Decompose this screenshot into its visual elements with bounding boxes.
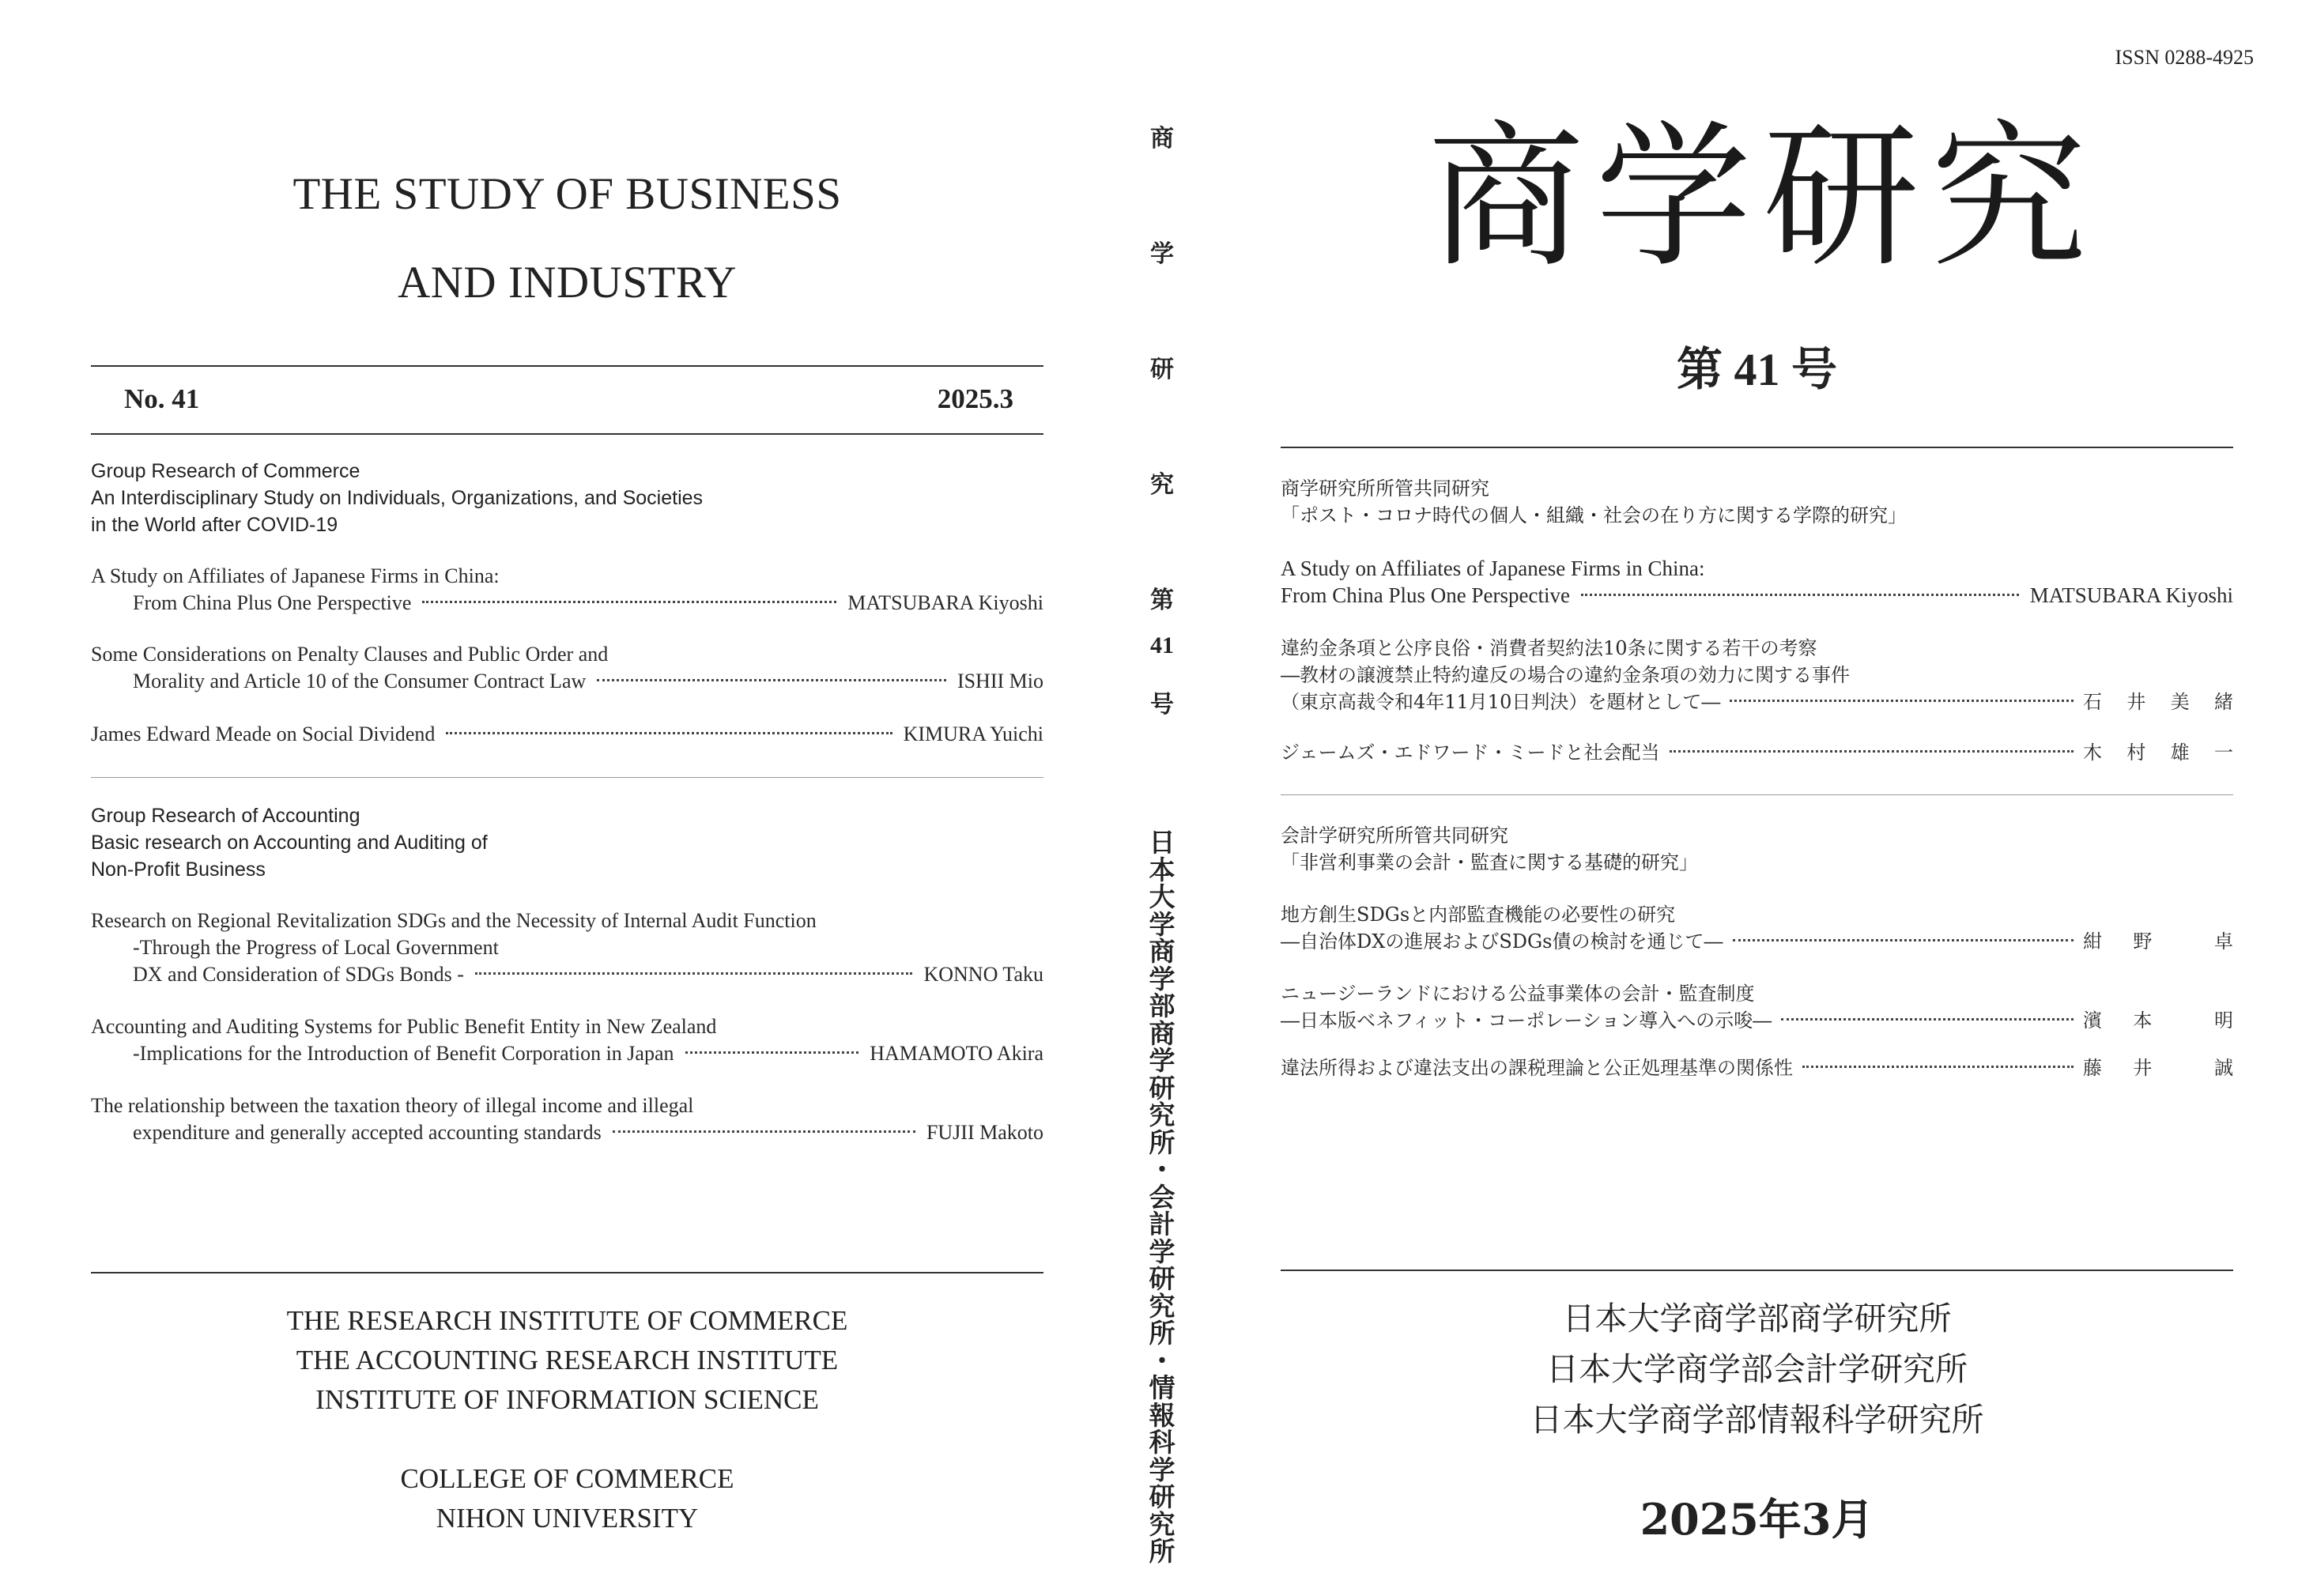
back-title-line-2: AND INDUSTRY xyxy=(398,258,737,308)
group-heading-line: 会計学研究所所管共同研究 xyxy=(1281,824,1508,847)
entry-title-line: Some Considerations on Penalty Clauses and Public Order and xyxy=(91,643,609,666)
toc-entry[interactable] xyxy=(91,1013,1043,1067)
publisher-line: THE ACCOUNTING RESEARCH INSTITUTE xyxy=(296,1345,839,1375)
spine-title-char: 商 xyxy=(1150,126,1174,152)
entry-title-line: ―自治体DXの進展およびSDGs債の検討を通じて― xyxy=(1281,930,1723,953)
spine-institute-char: 究 xyxy=(1149,1102,1175,1130)
group-heading-line: Basic research on Accounting and Auditing of xyxy=(91,832,488,854)
spine-institute-char: 学 xyxy=(1149,911,1175,940)
toc-entry[interactable] xyxy=(1281,980,2233,1034)
spine-title-char: 研 xyxy=(1150,357,1174,383)
entry-title-line: 違約金条項と公序良俗・消費者契約法10条に関する若干の考察 xyxy=(1281,637,1817,659)
spine-issue-char: 号 xyxy=(1150,692,1174,718)
back-title-line-1: THE STUDY OF BUSINESS xyxy=(292,169,842,219)
back-top-rule xyxy=(91,365,1043,367)
publisher-line: THE RESEARCH INSTITUTE OF COMMERCE xyxy=(286,1305,848,1336)
group-heading-line: in the World after COVID-19 xyxy=(91,514,338,536)
spine-institute-char: 日 xyxy=(1149,829,1175,858)
leader-dots xyxy=(613,1130,915,1133)
toc-entry[interactable] xyxy=(1281,739,2233,766)
entry-author: 濱 本 明 xyxy=(2083,1009,2233,1032)
front-footer-rule xyxy=(1281,1270,2233,1271)
spine-institute-char: 学 xyxy=(1149,1456,1175,1485)
spine-institute-char: 計 xyxy=(1149,1211,1175,1239)
spine-institute-char: 所 xyxy=(1149,1538,1175,1567)
entry-title-line: ジェームズ・エドワード・ミードと社会配当 xyxy=(1281,741,1660,764)
entry-title-line: ニュージーランドにおける公益事業体の会計・監査制度 xyxy=(1281,983,1755,1005)
toc-entry[interactable] xyxy=(1281,555,2233,609)
front-group-commerce-heading xyxy=(1281,475,1907,529)
spine-title-char: 究 xyxy=(1150,472,1174,498)
entry-title-line: 違法所得および違法支出の課税理論と公正処理基準の関係性 xyxy=(1281,1057,1793,1079)
spine-institute-char: 商 xyxy=(1149,938,1175,967)
entry-title-line: James Edward Meade on Social Dividend xyxy=(91,723,436,745)
spine-institute-char: 部 xyxy=(1149,993,1175,1021)
spine-institute-char: 学 xyxy=(1149,965,1175,994)
spine-institute-char: 商 xyxy=(1149,1020,1175,1049)
toc-entry[interactable] xyxy=(91,1092,1043,1146)
toc-entry[interactable] xyxy=(1281,1055,2233,1081)
leader-dots xyxy=(1730,700,2074,702)
entry-title-line: Research on Regional Revitalization SDGs and the Necessity of Internal Audit Function xyxy=(91,909,817,932)
entry-title-line: A Study on Affiliates of Japanese Firms in China: xyxy=(1281,557,1705,580)
spine-institute-char: 究 xyxy=(1149,1292,1175,1322)
toc-entry[interactable] xyxy=(91,563,1043,617)
back-publisher-block xyxy=(91,1301,1043,1538)
spine-institute-char: 学 xyxy=(1149,1047,1175,1076)
spine-institute-char: 所 xyxy=(1149,1320,1175,1349)
toc-entry[interactable] xyxy=(91,907,1043,988)
group-heading-line: Non-Profit Business xyxy=(91,858,266,881)
publisher-line: 日本大学商学部情報科学研究所 xyxy=(1530,1401,1984,1439)
group-heading-line: Group Research of Commerce xyxy=(91,460,360,482)
entry-author: ISHII Mio xyxy=(957,670,1043,692)
entry-title-line: -Through the Progress of Local Government xyxy=(133,936,499,959)
spine-institute-char: ・ xyxy=(1149,1347,1175,1376)
entry-title-line: Accounting and Auditing Systems for Public Benefit Entity in New Zealand xyxy=(91,1015,717,1038)
entry-author: 石 井 美 緒 xyxy=(2083,691,2233,713)
entry-title-line: The relationship between the taxation theory of illegal income and illegal xyxy=(91,1094,694,1117)
group-heading-line: Group Research of Accounting xyxy=(91,805,360,827)
entry-author: 木 村 雄 一 xyxy=(2083,741,2233,764)
entry-author: MATSUBARA Kiyoshi xyxy=(847,591,1043,614)
publisher-line: NIHON UNIVERSITY xyxy=(436,1503,699,1534)
leader-dots xyxy=(1670,750,2074,753)
toc-entry[interactable] xyxy=(91,641,1043,695)
leader-dots xyxy=(1581,594,2019,596)
entry-title-line: 地方創生SDGsと内部監査機能の必要性の研究 xyxy=(1281,904,1676,926)
spine-institute-char: 会 xyxy=(1149,1183,1175,1213)
entry-title-line: ―教材の譲渡禁止特約違反の場合の違約金条項の効力に関する事件 xyxy=(1281,664,1850,686)
publisher-line: INSTITUTE OF INFORMATION SCIENCE xyxy=(315,1384,819,1415)
back-issue-line xyxy=(124,383,1013,415)
group-heading-line: 「ポスト・コロナ時代の個人・組織・社会の在り方に関する学際的研究」 xyxy=(1281,504,1907,526)
front-cover-title: 商学研究 xyxy=(1428,106,2098,289)
spine-institute-char: 科 xyxy=(1149,1429,1175,1458)
spine-institute-char: 学 xyxy=(1149,1238,1175,1267)
spine-institute-char: 研 xyxy=(1149,1266,1175,1294)
leader-dots xyxy=(422,601,836,603)
leader-dots xyxy=(475,972,913,975)
back-issue-rule xyxy=(91,433,1043,435)
leader-dots xyxy=(685,1051,859,1054)
spine-institute-char: ・ xyxy=(1149,1156,1175,1185)
group-heading-line: 「非営利事業の会計・監査に関する基礎的研究」 xyxy=(1281,851,1698,873)
entry-author: 紺 野 卓 xyxy=(2083,930,2233,953)
group-heading-line: An Interdisciplinary Study on Individuals, Organizations, and Societies xyxy=(91,487,704,509)
spine-institutes xyxy=(1138,830,1186,1567)
back-cover-title xyxy=(91,150,1043,327)
leader-dots xyxy=(446,732,892,734)
back-group-accounting-heading xyxy=(91,802,488,883)
leader-dots xyxy=(1781,1018,2074,1021)
spine-title-char: 学 xyxy=(1150,241,1174,267)
issn-number: ISSN 0288-4925 xyxy=(2115,46,2254,69)
publisher-line: 日本大学商学部商学研究所 xyxy=(1562,1300,1952,1338)
leader-dots xyxy=(1802,1066,2074,1068)
spine-institute-char: 本 xyxy=(1149,856,1175,885)
publisher-line: COLLEGE OF COMMERCE xyxy=(400,1463,734,1494)
entry-title-line: DX and Consideration of SDGs Bonds - xyxy=(133,963,464,986)
entry-title-line: expenditure and generally accepted accounting standards xyxy=(133,1121,602,1144)
spine-institute-char: 研 xyxy=(1149,1074,1175,1104)
front-issue-number: 第 41 号 xyxy=(1676,344,1837,395)
entry-title-line: Morality and Article 10 of the Consumer Contract Law xyxy=(133,670,587,692)
group-heading-line: 商学研究所所管共同研究 xyxy=(1281,477,1489,500)
entry-author: 藤 井 誠 xyxy=(2083,1057,2233,1079)
spine-institute-char: 研 xyxy=(1149,1484,1175,1512)
publisher-line: 日本大学商学部会計学研究所 xyxy=(1546,1350,1968,1388)
front-group-accounting-heading xyxy=(1281,822,1698,876)
entry-title-line: From China Plus One Perspective xyxy=(1281,583,1570,607)
entry-author: KIMURA Yuichi xyxy=(903,723,1043,745)
front-top-rule xyxy=(1281,447,2233,448)
entry-author: FUJII Makoto xyxy=(926,1121,1043,1144)
entry-author: KONNO Taku xyxy=(923,963,1043,986)
back-group-commerce-heading xyxy=(91,458,703,538)
spine-issue-char: 41 xyxy=(1150,632,1174,658)
front-publication-date: 2025年3月 xyxy=(1640,1494,1874,1545)
leader-dots xyxy=(597,679,946,681)
entry-title-line: -Implications for the Introduction of Benefit Corporation in Japan xyxy=(133,1042,674,1065)
front-publisher-block xyxy=(1281,1293,2233,1445)
issue-date: 2025.3 xyxy=(937,383,1013,414)
spine-institute-char: 情 xyxy=(1149,1375,1175,1403)
spine-institute-char: 報 xyxy=(1149,1402,1175,1431)
leader-dots xyxy=(1733,939,2074,941)
toc-entry[interactable] xyxy=(91,721,1043,748)
toc-entry[interactable] xyxy=(1281,901,2233,955)
spine-institute-char: 究 xyxy=(1149,1511,1175,1540)
spine-issue-char: 第 xyxy=(1150,587,1174,613)
entry-author: HAMAMOTO Akira xyxy=(870,1042,1043,1065)
spine-institute-char: 所 xyxy=(1149,1129,1175,1158)
spine-institute-char: 大 xyxy=(1149,884,1175,912)
entry-title-line: A Study on Affiliates of Japanese Firms in China: xyxy=(91,564,500,587)
entry-author: MATSUBARA Kiyoshi xyxy=(2029,583,2233,607)
toc-entry[interactable] xyxy=(1281,635,2233,715)
entry-title-line: ―日本版ベネフィット・コーポレーション導入への示唆― xyxy=(1281,1009,1772,1032)
front-section-divider xyxy=(1281,794,2233,795)
back-footer-rule xyxy=(91,1272,1043,1273)
back-section-divider xyxy=(91,777,1043,778)
entry-title-line: （東京高裁令和4年11月10日判決）を題材として― xyxy=(1281,691,1721,713)
issue-number: No. 41 xyxy=(124,383,200,414)
entry-title-line: From China Plus One Perspective xyxy=(133,591,412,614)
